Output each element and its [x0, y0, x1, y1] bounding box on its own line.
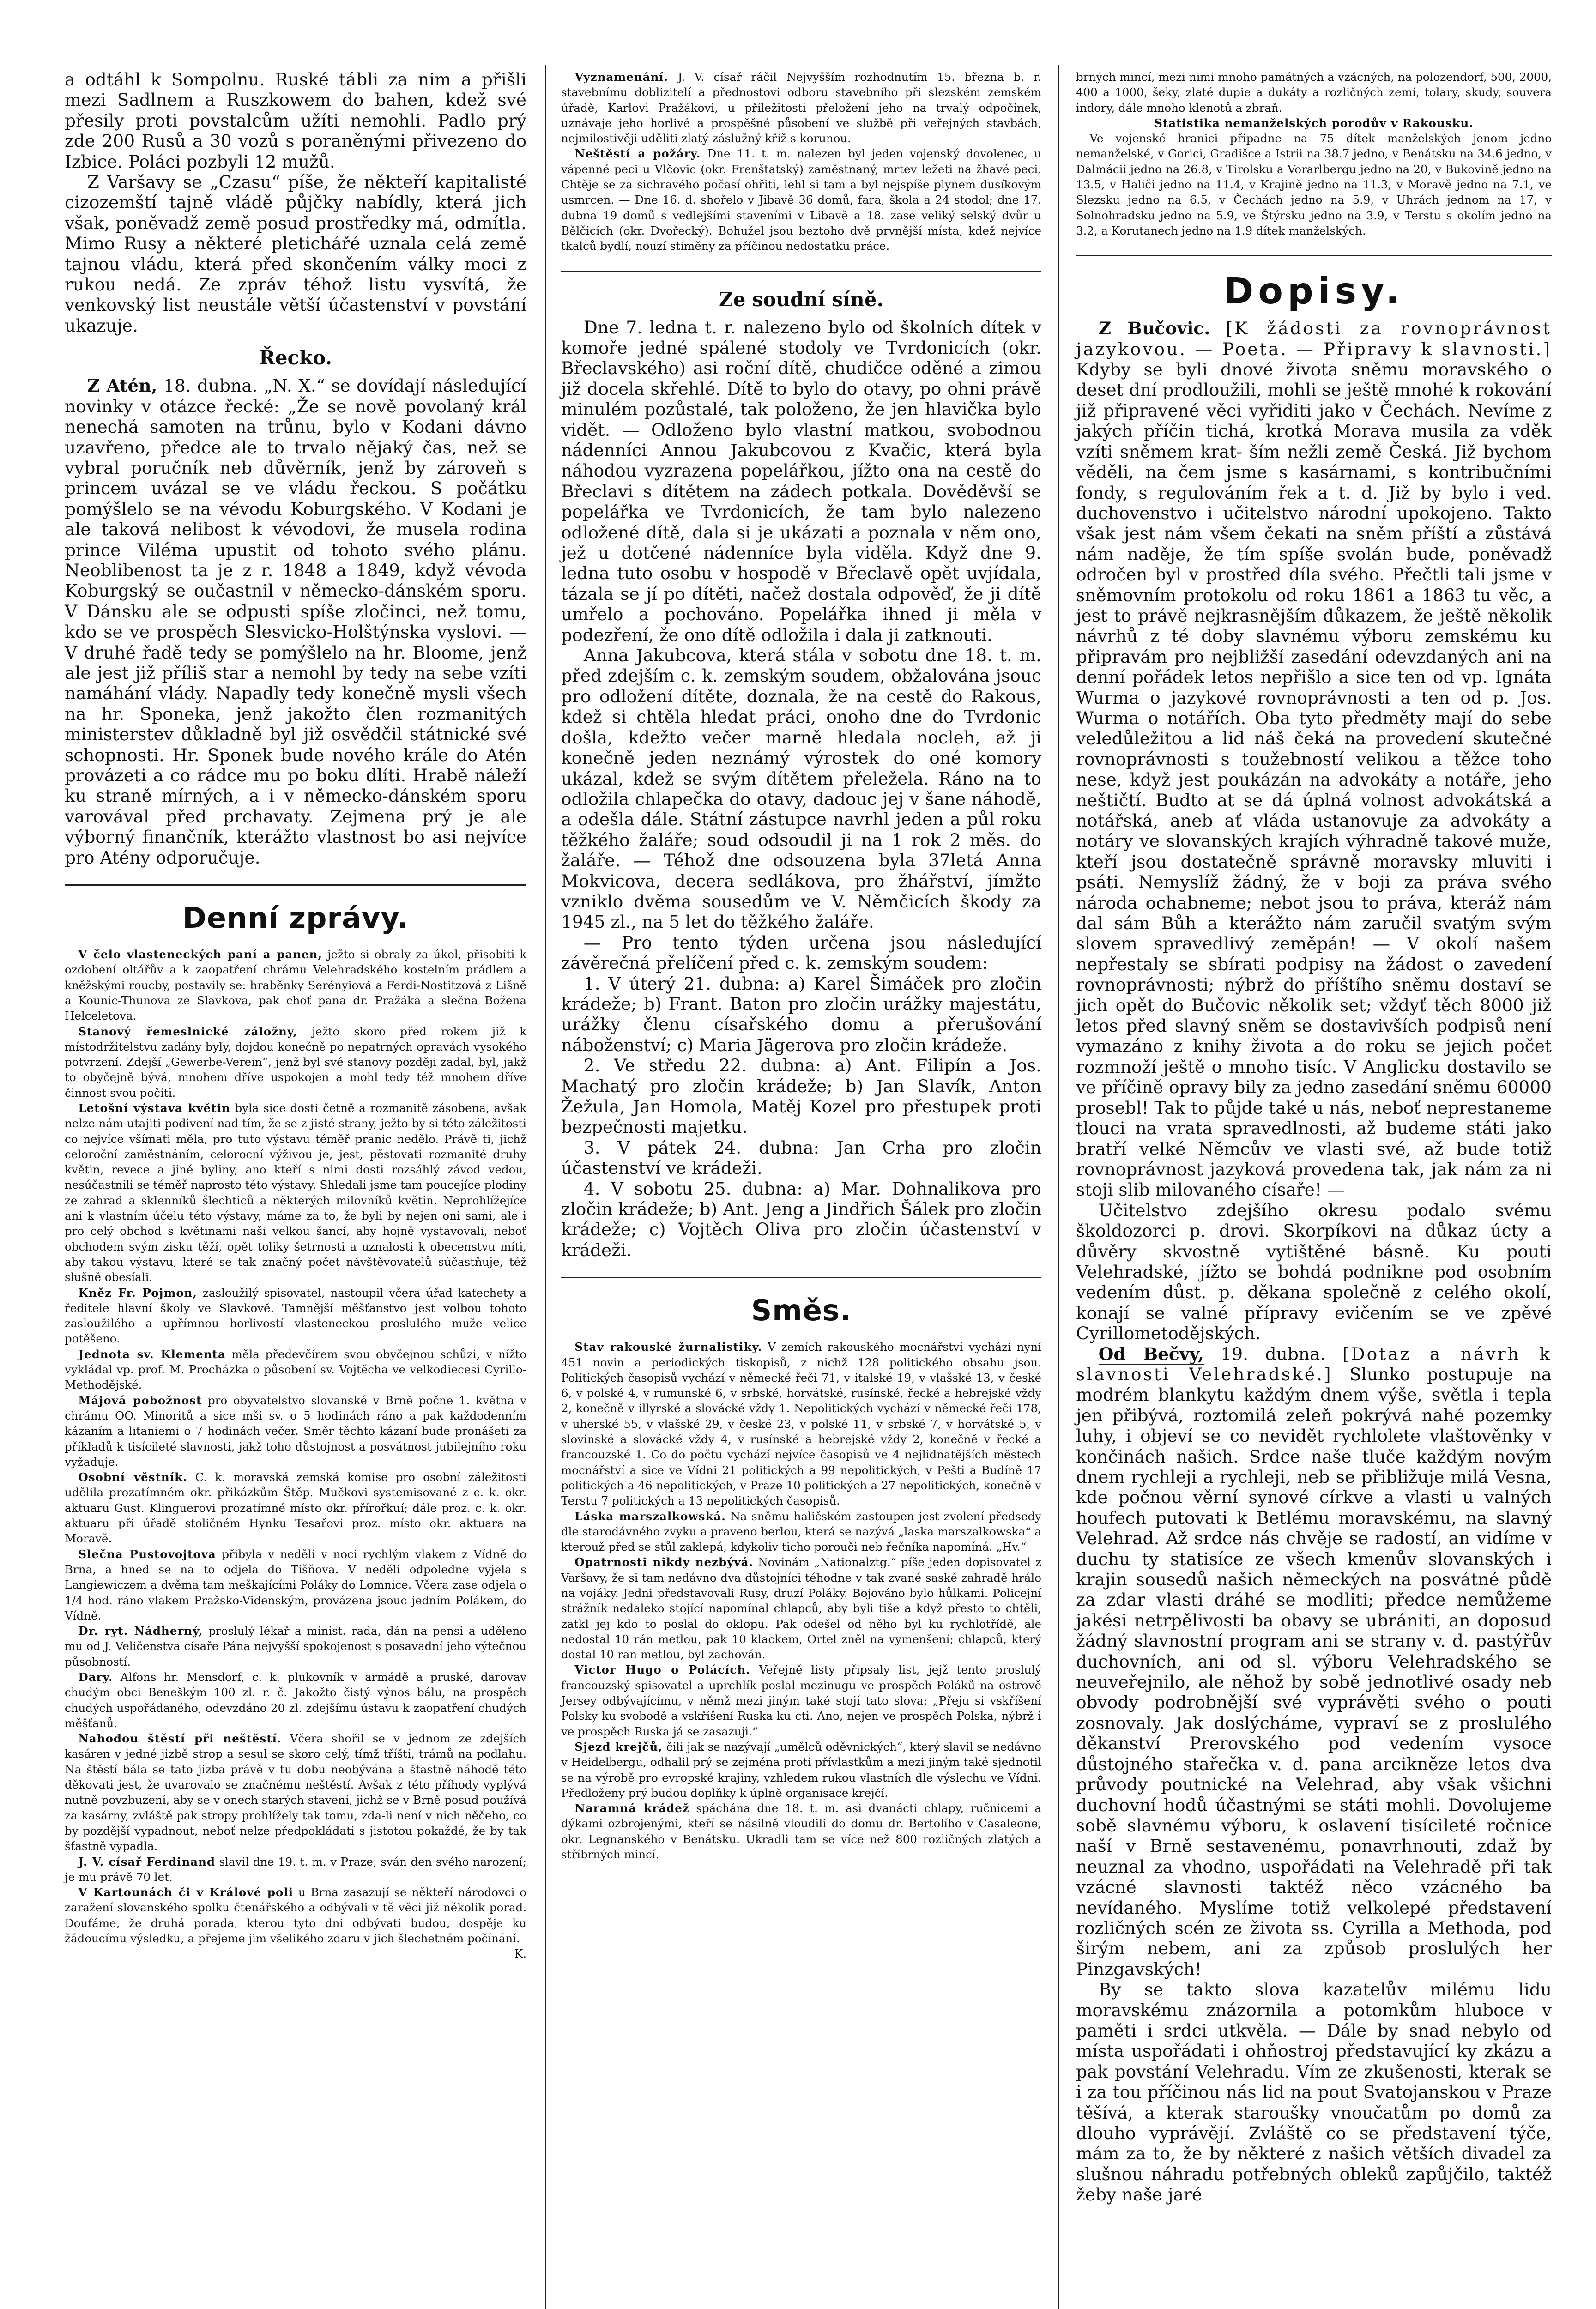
politics-block [65, 69, 526, 868]
news-item [65, 1885, 526, 1946]
news-item-text: Dne 11. t. m. nalezen byl jeden vojenský dovolenec, u vápenné peci u Vlčovic (okr. Frenštatský) zaměstnaný, mrtev ležeti na žhavé peci. Chtěje se za sichravého počasí ohřiti, lehl si tam a byl nejspíše plynem dusíkovým usmrcen. — Dne 16. d. shořelo v Jibavě 36 domů, fara, škola a 24 stodol; dne 17. dubna 19 domů s vedlejšími staveními v Libavě a 18. zase veliký selský dvůr u Bělčicích (okr. Dvořecký). Bohužel jsou beztoho dvě prvnější místa, kdež nejvíce tkalců bydlí, nouzí stíměny za příčinou nedostatku práce. [561, 147, 1041, 253]
news-item [561, 1509, 1041, 1555]
illegitimate-births-stats: Ve vojenské hranici připadne na 75 dítek manželských jenom jedno nemanželské, v Gorici, Gradišce a Istrii na 38.7 jedno, v Benátsku na 34.6 jedno, v Dalmácii jedno na 26.8, v Tirolsku a Vorarlbergu jedno na 20, v Bukovině jedno na 13.5, v Haliči jedno na 11.4, v Krajině jedno na 11.3, v Moravě jedno na 7.1, ve Slezsku jedno na 6.5, v Čechách jedno na 5.9, v Uhrách jednom na 17, v Solnohradsku jedno na 5.9, ve Štýrsku jedno na 3.9, v Terstu s okolím jedno na 3.2, a Korutanech jedno na 1.9 dítek manželských. [1076, 132, 1552, 237]
news-item-text: C. k. moravská zemská komise pro osobní záležitosti udělila prozatímném okr. přikázkům Štěp. Mučkovi systemisované z c. k. okr. aktuaru Gust. Klinguerovi prozatímné místo okr. přírořkuí; dále proz. c. k. okr. aktuaru při úřadě stoličném Hynku Tesařovi proz. místo okr. aktuara na Moravě. [65, 1470, 526, 1546]
news-item [65, 1100, 526, 1285]
news-item-headline: Stav rakouské žurnalistiky. [574, 1340, 762, 1354]
news-item [561, 1801, 1041, 1862]
stats-block [1076, 69, 1552, 238]
news-item-text: Novinám „Nationalztg.“ píše jeden dopisovatel z Varšavy, že si tam nedávno dva důstojníci téhodne v tak zvané saské zahradě hrálo na vojáky. Jedni představovali Rusy, druzí Poláky. Bojováno bylo hůlkami. Policejní strážník nedaleko stojící napomínal chlapců, aby byli tiše a když přesto to chtěli, zatkl jej kdo to poslal do oklopu. Pak odešel od něho byl ku rychlotřídě, ale nedostal 10 rán metlou, pak 10 klackem, Ortel zněl na vymenšení; chlapců, který dostal 10 ran metlou, byl zachován. [561, 1555, 1041, 1662]
news-item-text: přibyla v neděli v noci rychlým vlakem z Vídně do Brna, a hned se na to odjela do Tišňova. V neděli odpoledne vyjela s Langiewiczem a dvěma tam meškajícími Poláky do Lomnice. Včera zase odjela o 1/4 hod. ráno vlakem Pražsko-Videnským, provázena jsouc jedním Polákem, do Vídně. [65, 1547, 526, 1622]
news-item [65, 947, 526, 1023]
letters-heading: Dopisy. [1223, 271, 1404, 313]
becva-date: 19. dubna. [1221, 1343, 1326, 1364]
news-item-headline: Naramná krádež [574, 1801, 689, 1815]
news-item: Anna Jakubcova, která stála v sobotu dne 18. t. m. před zdejším c. k. zemským soudem, obžalována jsouc pro odložení dítěte, doznala, že na cestě do Rakous, kdež si chtěla hledat práci, onoho dne do Tvrdonic došla, kdežto večer marně hledala nocleh, až ji konečně jeden neznámý výrostek do oné komory ukázal, kdež se svým dítětem přeležela. Ráno na to odložila chlapečka do otavy, dadouc jej v šane náhodě, a odešla dále. Státní zástupce navrhl jeden a půl roku těžkého žaláře; soud odsoudil ji na 1 rok 2 měs. do žaláře. — Téhož dne odsouzena byla 37letá Anna Mokvicova, decera sedlákova, pro žhářství, jímžto vzniklo dvěma sousedům ve V. Němčicích škody za 1945 zl., na 5 let do těžkého žaláře. [561, 645, 1041, 932]
news-item-headline: Victor Hugo o Polácích. [574, 1663, 750, 1677]
news-item-headline: Opatrnosti nikdy nezbývá. [574, 1555, 754, 1569]
news-item [65, 1854, 526, 1885]
daily-news-list [65, 947, 526, 1946]
news-item: — Pro tento týden určena jsou následující závěrečná přelíčení před c. k. zemským soudem: [561, 932, 1041, 973]
news-item-headline: Vyznamenání. [574, 70, 669, 84]
column-divider-right [1058, 65, 1059, 2309]
news-item-headline: Osobní věstník. [78, 1470, 187, 1484]
news-item-headline: Slečna Pustovojtova [78, 1547, 216, 1561]
bucovice-body: Kdyby se byli dnové života sněmu moravského o deset dní prodloužili, mohli se ještě mnohé k rokování již připravené věci vyřiditi jako v Čechách. Nevíme z jakých příčin tichá, krotká Morava musila za vděk vzíti sněmem krat- ším nežli země Česká. Již bychom věděli, na čem jsme s kasárnami, s kontribučními fondy, s regulováním řek a t. d. Již by bylo i ved. duchovenstvo i učitelstvo národní upokojeno. Takto však jest nám všem čekati na sněm příští a zůstává nám naděje, že tím spíše svolán bude, poněvadž odročen byl v prostřed díla svého. Přečtli tali jsme v sněmovním protokolu od roku 1861 a 1863 tu věc, a jest to právě nejkrasnějším důkazem, že ještě několik návrhů z té doby slavnému výboru zemskému ku připravám pro nejbližší zasedání odevzdaných ani na denní pořádek letos nepřišlo a sice ten od vp. Ignáta Wurma o jazykové rovnoprávnosti a ten od p. Jos. Wurma o notářích. Oba tyto předměty mají do sebe veledůležitou a lid náš čeká na provedení skutečné rovnoprávnosti s toužebností velikou a těžce toho nese, když jest poukázán na advokáty a notáře, jeho neštičtí. Budto at se dá úplná volnost advokátská a notářská, aneb ať vláda ustanovuje za advokáty a notáry ve slovanských krajích výhradně takové muže, kteří jsou dostatečně správně moravsky mluviti i psáti. Nemyslíž žádný, že v boji za práva svého národa ochabneme; nebot jsou to práva, kteráž nám dal sám Bůh a kterážto nám zaručil svatým svým slovem spravedlivý zeměpán! — V okolí našem nepřestaly se sbírati podpisy na žádost o zavedení rovnoprávnosti; nýbrž do příštího sněmu dostaví se jich opět do Bučovic několik set; vždyť těch 8000 již letos před slavný sněm se dostavivších podpisů není vymazáno z knihy života a do roku se jejich počet rozmnoží ještě o mnoho tisíc. V Anglicku dostavilo se ve příčině opravy bily za jedno zasedání sněmu 60000 prosebl! Tak to půjde také u nás, neboť neprestaneme tlouci na vrata spravedlnosti, až budeme státi jako bratří velké Němcův ve vlasti své, až bude totiž rovnoprávnost jazyková provedena tak, jak nám za ni stoji slib milovaného císaře! — [1076, 359, 1552, 1200]
news-item-text: Na sněmu haličském zastoupen jest zvolení předsedy dle starodávného zvyku a praveno berlou, která se nazývá „laska marszalkowska“ a kterouž před se stůl zaklepá, kdykoliv ticho porouči neb řečníka napomíná. „Hv.“ [561, 1509, 1042, 1554]
news-item-headline: Sjezd krejčů, [574, 1740, 663, 1753]
news-item [65, 1547, 526, 1623]
news-item: Dne 7. ledna t. r. nalezeno bylo od školních dítek v komoře jedné spálené stodoly ve Tvrdonicích (okr. Břeclavského) asi roční dítě, chudičce oděné a zimou již docela skřehlé. Dítě to bylo do otavy, po ohni právě minulém pozůstalé, tak položeno, že jen hlavička bylo vidět. — Odloženo bylo vlastní matkou, svobodnou nádenníci Annou Jakubcovou z Kvačic, která byla náhodou vyzrazena popelářkou, jížto ona na cestě do Břeclavi s dítětem na zádech potkala. Dověděvší se popelářka ve Tvrdonicích, že tam bylo nalezeno odložené dítě, dala si je ukázati a poznala v něm ono, jež u dotčené nádenníce byla viděla. Když dne 9. ledna tuto osobu v hospodě v Břeclavě opět uvjídala, tázala se jí po dítěti, načež dostala odpověď, že ji dítě umřelo a pochováno. Popelářka ihned ji měla v podezření, že ono dítě odložila i dala ji zatknouti. [561, 317, 1041, 645]
news-item-text: ježto skoro před rokem již k místodržitelstvu zadány byly, dojdou konečně po nepatrných opravách vysokého potvrzení. Zdejší „Gewerbe-Verein“, jenž byl své stanovy později zadal, byl, jakž to obyčejně bývá, mnohem dříve uspokojen a mohl tedy též mnohem dříve činnost svou počíti. [65, 1024, 526, 1100]
athens-report [65, 375, 526, 868]
news-item [65, 1347, 526, 1393]
news-item-headline: Jednota sv. Klementa [78, 1347, 226, 1361]
section-rule [1076, 255, 1552, 256]
news-item-headline: J. V. císař Ferdinand [78, 1855, 216, 1868]
news-item [561, 146, 1041, 254]
news-item-text: spáchána dne 18. t. m. asi dvanácti chlapy, ručnicemi a dýkami ozbrojenými, kteří se násilně vloudili do domu dr. Bertolího v Casaleone, okr. Legnanského v Benátsku. Ukradli tam se více než 800 rozličných zlatých a stříbrných mincí. [561, 1801, 1041, 1862]
news-item-headline: Kněz Fr. Pojmon, [78, 1286, 198, 1300]
news-item: 3. V pátek 24. dubna: Jan Crha pro zločin účastenství ve krádeži. [561, 1137, 1041, 1179]
column-divider-left [545, 65, 546, 2309]
miscellany-list [561, 1339, 1041, 1862]
letters-block [1076, 318, 1552, 2205]
athens-body: 18. dubna. „N. X.“ se dovídají následující novinky v otázce řecké: „Že se nově povolaný král nenechá samoten na trůnu, bylo v Kodani dávno uzavřeno, předce ale to trvalo nějaký čas, než se vybral poručník neb důvěrník, jenž by zároveň s princem uvázal se ve vládu řeckou. S počátku pomýšlelo se na vévodu Koburgského. V Kodani je ale taková nelibost k vévodovi, že musela rodina prince Viléma upustit od tohoto svého plánu. Neoblibenost ta je z r. 1848 a 1849, když vévoda Koburgský se oučastnil v německo-dánském sporu. V Dánsku ale se odpusti spíše zločinci, než tomu, kdo se ve prospěch Slesvicko-Holštýnska vyslovi. — V druhé řadě tedy se pomýšlelo na hr. Bloome, jenž ale jest již příliš star a nemohl by tedy na sebe vzíti namáhání vlády. Napadly tedy konečně mysli všech na hr. Sponeka, jenž jakožto člen rozmanitých ministerstev důkladně byl již osvědčil státnické své schopnosti. Hr. Sponek bude nového krále do Atén provázeti a co rádce mu po boku dlíti. Hrabě náleží ku straně mírných, a i v německo-dánském sporu varovával před prchavaty. Zejmena prý je ale výborný finančník, kterážto vlastnost bo asi nejvíce pro Atény odporučuje. [65, 375, 526, 868]
news-signature: K. [514, 1947, 526, 1961]
news-item-text: měla předevčírem svou obyčejnou schůzi, v nížto vykládal vp. prof. M. Procházka o působení sv. Vojtěcha ve velkodiecesi Cyrillo-Methodějské. [65, 1347, 526, 1392]
section-rule [561, 271, 1041, 272]
news-item [561, 1662, 1041, 1739]
becva-letter-2: By se takto slova kazatelův milému lidu moravskému znázornila a potomkům hluboce v paměti i srdci utkvěla. — Dále by snad nebylo od místa uspořádati i ohňostroj představující ky zkázu a pak povstání Velehradu. Vím ze zkušenosti, kterak se i za tou příčinou nás lid na pout Svatojanskou v Praze těšívá, a kterak staroušky vnoučatům po domů za dlouho vyprávějí. Zvláště co se představení týče, mám za to, že by některé z našich větších divadel za slušnou náhradu potřebných obleků zapůjčilo, taktéž žeby naše jaré [1076, 1979, 1552, 2205]
miscellany-heading: Směs. [751, 1294, 852, 1328]
news-item-text: slavil dne 19. t. m. v Praze, sván den svého narození; je mu právě 70 let. [65, 1855, 526, 1884]
news-item [65, 1669, 526, 1731]
news-item-text: J. V. císař ráčil Nejvyšším rozhodnutím 15. března b. r. stavebnímu doblizitelí a přednostovi odboru stavebního při slezském zemském úřadě, Karlovi Pražákovi, u příležitosti přeložení jeho na trvalý odpočinek, uznávaje jeho horlivé a prospěšné působení ve službě při veřejných stavbách, nejmilostivěji uděliti zlatý záslužný kříž s korunou. [561, 70, 1041, 145]
illegitimate-births-heading: Statistika nemanželských porodův v Rakousku. [1154, 116, 1474, 130]
news-item [65, 1024, 526, 1100]
news-item-text: byla sice dosti četně a rozmanitě zásobena, avšak nelze nám utajiti podivení nad tím, že se z jisté strany, ježto by si této záležitosti co nejvíce všímati měla, pro tuto výstavu téměř pranic nedělo. Právě ti, jichž celoroční zaměstnáním, celorocní výživou je, jest, pěstovati rozmanité druhy květin, revece a jiné byliny, ano kteří s nimi dosti rozsáhlý závod vedou, nesúčastnili se téměř naprosto této výstavy. Shledali jsme tam poucejíce plodiny ze zahrad a sklenníků šlechticů a některých milovníků květin. Neprohlížejíce ani k vlastním účelu této výstavy, máme za to, že byli by nejen oni sami, ale i pro celý obchod s květinami naši velkou šancí, aby hojně vystavovali, neboť obchodem svým zisku těží, opět toliky šetrnosti a uznalosti k obecenstvu míti, aby takou výstavu, které se tak značný počet návštěvovatelů súčastňuje, též slušně obesíali. [65, 1101, 526, 1284]
column-2 [561, 69, 1041, 1862]
news-item-headline: Dary. [78, 1670, 113, 1684]
becva-lead: Od Bečvy, [1099, 1344, 1204, 1366]
news-item-headline: Stanový řemeslnické záložny, [78, 1024, 298, 1038]
news-item [65, 1393, 526, 1469]
news-item-headline: V čelo vlasteneckých paní a panen, [78, 948, 322, 961]
bucovice-lead: Z Bučovic. [1098, 318, 1210, 339]
news-item-headline: Láska marszalkowská. [574, 1509, 726, 1523]
bucovice-letter [1076, 318, 1552, 1200]
news-item-headline: V Kartounách či v Králové poli [78, 1886, 294, 1899]
news-item [561, 69, 1041, 146]
greece-heading: Řecko. [259, 346, 332, 369]
news-item-headline: Nahodou štěstí při neštěstí. [78, 1732, 282, 1746]
section-rule [65, 884, 526, 886]
bucovice-summary: [K žádosti za rovnoprávnost jazykovou. — Poeta. — Připravy k slavnosti.] [1076, 318, 1552, 359]
news-item [561, 1554, 1041, 1662]
athens-lead: Z Atén, [87, 375, 157, 396]
sompolno-report: a odtáhl k Sompolnu. Ruské tábli za nim a přišli mezi Sadlnem a Ruszkowem do bahen, kdež své přesily proti povstalcům užíti nemohli. Padlo prý zde 200 Rusů a 30 vozů s poraněnými přivezeno do Izbice. Poláci pozbyli 12 mužů. [65, 69, 526, 172]
news-item-text: Veřejně listy připsaly list, jejž tento proslulý francouzský spisovatel a uprchlík poslal mezinugu ve prospěch Poláků na ostrově Jersey odbývajícímu, v němž mezi jiným také stojí tato slova: „Přeju si vskříšení Polsky ku svobodě a vskříšení Ruska ku cti. Ano, nejen ve prospěch Polska, nýbrž i ve prospěch Ruska já se zasazuji.“ [561, 1663, 1042, 1738]
news-item-headline: Letošní výstava květin [78, 1101, 230, 1115]
news-item [65, 1469, 526, 1546]
news-item [65, 1623, 526, 1669]
news-item-headline: Májová pobožnost [78, 1393, 202, 1407]
news-item [65, 1731, 526, 1854]
news-item [561, 1339, 1041, 1508]
news-item: 4. V sobotu 25. dubna: a) Mar. Dohnalikova pro zločin krádeže; b) Ant. Jeng a Jindřich Šálek pro zločin krádeže; c) Vojtěch Oliva pro zločin účastenství v krádeži. [561, 1178, 1041, 1260]
coins-continuation: brných mincí, mezi nimi mnoho památných a vzácných, na polozendorf, 500, 2000, 400 a 1000, šeky, zlaté dupie a dukáty a rozličných zemí, tolary, skudy, souvera indory, dále mnoho klenotů a zbraň. [1076, 70, 1552, 115]
news-item: 2. Ve středu 22. dubna: a) Ant. Filipín a Jos. Machatý pro zločin krádeže; b) Jan Slavík, Anton Žežula, Jan Homola, Matěj Kozel pro přestupek proti bezpečnosti majetku. [561, 1055, 1041, 1137]
short-news-list [561, 69, 1041, 254]
news-item [561, 1739, 1041, 1801]
news-item-headline: Neštěstí a požáry. [574, 147, 701, 161]
news-item [65, 1285, 526, 1347]
column-1 [65, 69, 526, 1962]
daily-news-heading: Denní zprávy. [182, 901, 409, 935]
column-3 [1076, 69, 1552, 2205]
news-item-text: zasloužilý spisovatel, nastoupil včera úřad katechety a ředitele hlavní školy ve Slavkově. Tamnější měšťanstvo jest volbou tohoto zasloužilého a upřímnou horlivostí vlasteneckou proslulého muže velice potěšeno. [65, 1286, 526, 1346]
warsaw-report: Z Varšavy se „Czasu“ píše, že někteří kapitalisté cizozemští tajně vládě půjčky nabídly, která jich však, poněvadž země posud prostředky má, odmítla. Mimo Rusy a některé pletichářé uznala celá země tajnou vládu, která před skončením války moci z rukou nedá. Ze zpráv téhož listu vysvítá, že venkovský list neustále větší účastenství v povstání ukazuje. [65, 172, 526, 336]
becva-letter [1076, 1344, 1552, 1980]
news-item-text: pro obyvatelstvo slovanské v Brně počne 1. května v chrámu OO. Minoritů a sice mši sv. o 5 hodinách ráno a pak každodenním kázaním a litaniemi o 7 hodinách večer. Směr těchto kázaní bude pronášeti za příkladů k tisícileté slavnosti, jakž toho důstojnost a posvátnost jubilejního roku vyžaduje. [65, 1393, 526, 1469]
court-heading: Ze soudní síně. [719, 288, 884, 311]
becva-body: Slunko postupuje na modrém blankytu každým dnem výše, světla i tepla jen přibývá, roztomilá zeleň pokrývá nahé pozemky luhy, i objeví se co nevidět rychlolete vlaštověnky v končinách našich. Srdce naše tluče každým novým dnem rychleji a rychleji, neb se přibližuje milá Vesna, kde počnou věrní synové církve a vlasti u valných houfech putovati k Betlému moravskému, na slavný Velehrad. Až srdce nás chvěje se radostí, an vidíme v duchu ty statisíce ze všech kmenův slovanských i krajin sousedů našich německých na posvátné půdě za zdar vlasti dráhé se modliti; předce nemůžeme jakési netrpělivosti ba obavy se ubrániti, an doposud žádný slavnostní program ani se strany v. d. pastýřův duchovních, ani od sl. výboru Velehradského se neuveřejnilo, ale něhož by sobě jednotlivé osady neb obvody podrobnější své vyprávěti svého o pouti zosnovaly. Jak doslýcháme, vypraví se z proslulého děkanství Prerovského pod vedením vysoce důstojného stařečka v. d. pana arcikněze letos dva průvody poutnické na Velehrad, aby však všichni duchovní hodů účastnými se státi mohli. Dovolujeme sobě slavnému výboru, k oslavení tisícileté ročnice naší v Brně sestavenému, ponavrhnouti, zdaž by neuznal za vhodno, uspořádati na Velehradě při tak vzácné slavnosti taktéž něco vzácného ba nevídaného. Myslíme totiž velkolepé představení rozličných scén ze života ss. Cyrilla a Methoda, pod širým nebem, ani za způsob proslulých her Pinzgavských! [1076, 1364, 1552, 1979]
news-item-text: Alfons hr. Mensdorf, c. k. plukovník v armádě a pruské, darovav chudým obci Beneškým 100 zl. r. č. Jakožto čistý výnos bálu, na prospěch chudých uspořádaného, odevzdáno 20 zl. zdejšímu ústavu k zaopatření chudých měšťanů. [65, 1670, 526, 1730]
court-reports [561, 317, 1041, 1261]
news-item: 1. V úterý 21. dubna: a) Karel Šimáček pro zločin krádeže; b) Frant. Baton pro zločin urážky majestátu, urážky členu císařského domu a přerušování náboženství; c) Maria Jägerova pro zločin krádeže. [561, 973, 1041, 1055]
news-item-text: Včera shořil se v jednom ze zdejších kasáren v jedné jizbě strop a sesul se skoro celý, tímž tříšti, trámů na podlahu. Na štěstí bála se tato jizba právě v tu dobu neobývána a štastně náhodě této děkovati jest, že uvarovalo se značnému neštěstí. Avšak z této příhody vyplývá nutně povzbuzení, aby se v onech starých stavení, jichž se v Brně posud používá za kasárny, zvláště pak stropy prohlížely tak tomu, zda-li není v nich něčeho, co by pozdější vypadnout, neboť nelze předpokládati s jistotou pokaždé, že by tak šťastně vypadla. [65, 1732, 526, 1853]
section-rule [561, 1277, 1041, 1278]
becva-summary: [Dotaz a návrh k slavnosti Velehradské.] [1076, 1343, 1552, 1384]
news-item-text: u Brna zasazují se někteří národovci o zaražení slovanského spolku čtenářského a odbývali v tě věci již několik porad. Doufáme, že druhá porada, kterou tyto dni odbývati budou, dospěje ku žádoucímu výsledku, a přejeme jim všelikého zdaru v jich šlechetném počínání. [65, 1886, 526, 1946]
news-item-text: čili jak se nazývají „umělců oděvnických“, který slavil se nedávno v Heidelbergu, odhalil prý se zejména proti přívlastkům a mezi jiným také sjednotil se na výrobě pro evropské krajiny, vzhledem rukou vlastních dle výslechu ve Vídni. Předloženy prý budou doplňky k úplně organisace krejčí. [561, 1740, 1041, 1800]
news-item-headline: Dr. ryt. Nádherný, [78, 1624, 203, 1638]
news-item-text: ježto si obraly za úkol, přisobiti k ozdobení oltářův a k zaopatření chrámu Velehradského kostelním prádlem a kněžskými roucby, postavily se: hraběnky Serényiová a Ferdi-Nostitzová z Lišně a Kounic-Thunova ze Slavkova, pak choť pana dr. Pražáka a slečna Božena Helceletova. [65, 948, 526, 1023]
news-item-text: proslulý lékař a minist. rada, dán na pensi a uděleno mu od J. Veličenstva císaře Pána nejvyšší spokojenost s posavadní jeho výtečnou působností. [65, 1624, 526, 1668]
news-item-text: V zemích rakouského mocnářství vychází nyní 451 novin a periodických tiskopisů, z nichž 128 politického obsahu jsou. Politických časopisů vychází v německé řeči 71, v italské 19, v vlašské 13, v české 6, v polské 4, v rumunské 6, v srbské, horvátské, rusínské, řecké a hebrejské vždy 2, konečně v illyrské a slovácké vždy 1. Nepolitických vychází v německé řeči 178, v uherské 55, v vlašské 29, v české 23, v polské 11, v srbské 7, v horvátské 5, v slovinské a slovácké vždy 4, v rusínské a hebrejské vždy 2, konečně v řecké a francouzské 1. Co do počtu vychází nejvíce časopisů ve 4 nejlidnatějších městech mocnářství a sice ve Vídni 21 politických a 99 nepolitických, v Pešti a Budíně 17 politických a 46 nepolitických, v Praze 10 politických a 27 nepolitických, konečně v Terstu 7 politických a 13 nepolitických časopisů. [561, 1340, 1041, 1508]
bucovice-letter-2: Učitelstvo zdejšího okresu podalo svému školdozorci p. drovi. Skorpíkovi na důkaz úcty a důvěry skvostně vytištěné básně. Ku pouti Velehradské, jížto se bohdá podnikne pod osobním vedením důst. p. děkana společně z celého okolí, konají se valné přípravy evičením se ve zpěvé Cyrillometodějských. [1076, 1200, 1552, 1344]
